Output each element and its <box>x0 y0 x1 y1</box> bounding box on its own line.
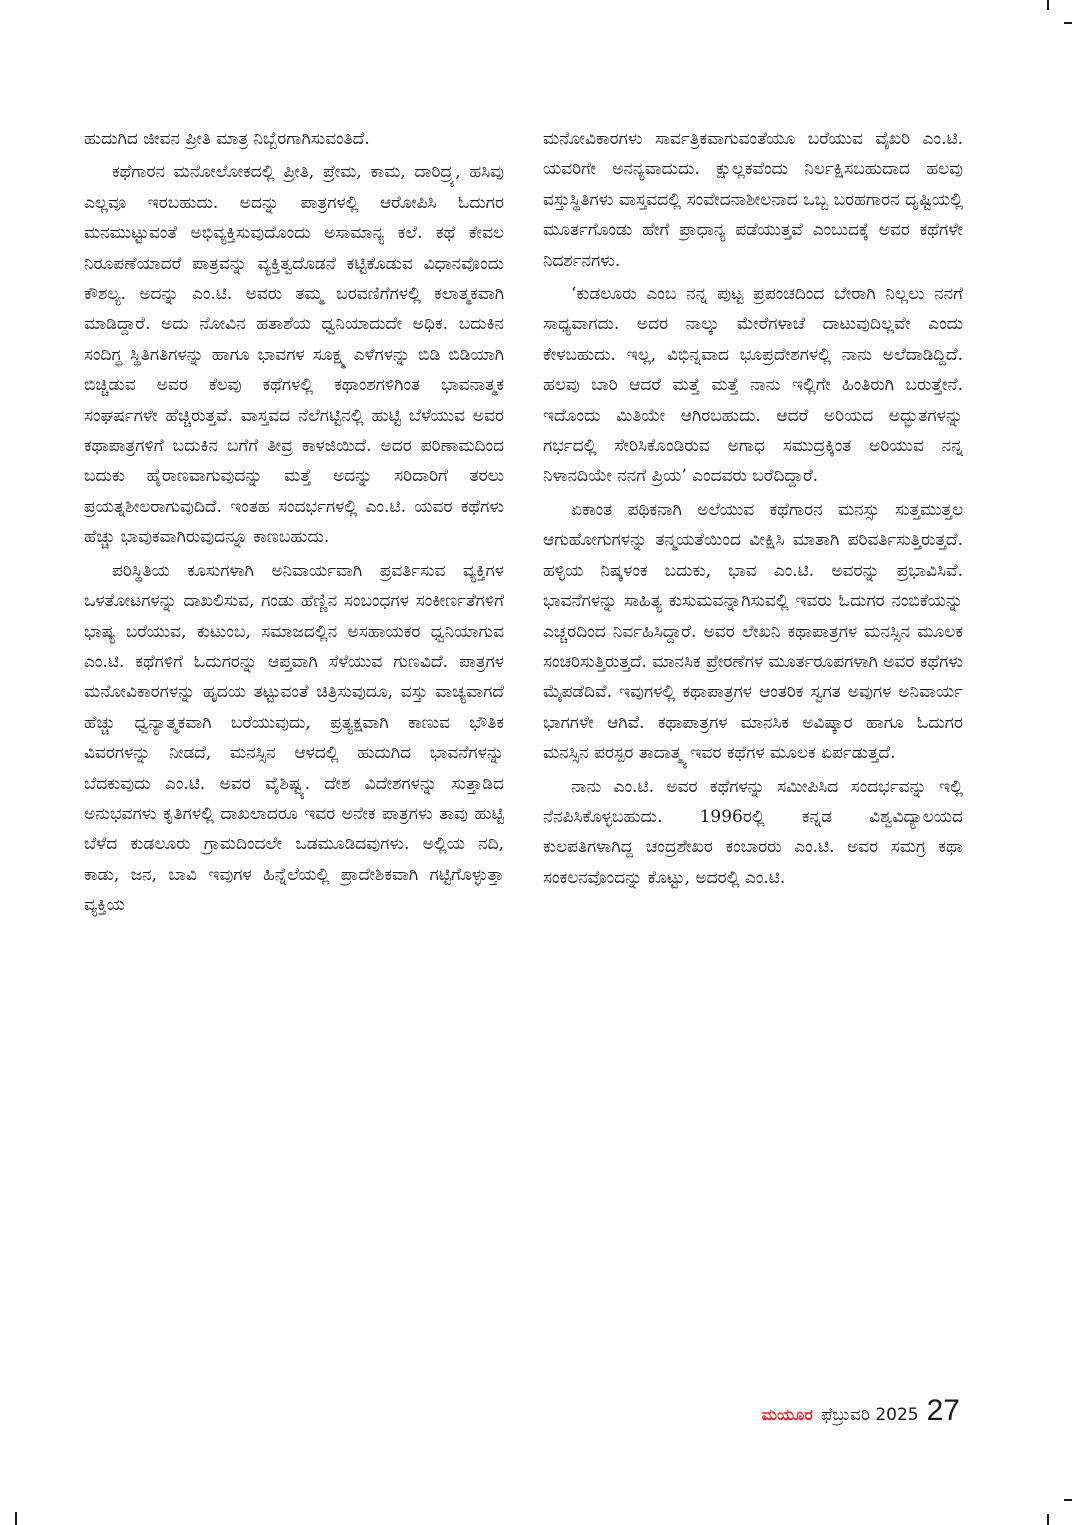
paragraph: ಪರಿಸ್ಥಿತಿಯ ಕೂಸುಗಳಾಗಿ ಅನಿವಾರ್ಯವಾಗಿ ಪ್ರವರ್ತಿಸುವ ವ್ಯಕ್ತಿಗಳ ಒಳತೋಟಗಳನ್ನು ದಾಖಲಿಸುವ, ಗಂಡು ಹೆಣ್ಣಿನ ಸಂಬಂಧಗಳ ಸಂಕೀರ್ಣತೆಗಳಿಗೆ ಭಾಷ್ಯ ಬರೆಯುವ, ಕುಟುಂಬ, ಸಮಾಜದಲ್ಲಿನ ಅಸಹಾಯಕರ ಧ್ವನಿಯಾಗುವ ಎಂ.ಟಿ. ಕಥೆಗಳಿಗೆ ಓದುಗರನ್ನು ಆಪ್ತವಾಗಿ ಸೆಳೆಯುವ ಗುಣವಿದೆ. ಪಾತ್ರಗಳ ಮನೋವಿಕಾರಗಳನ್ನು ಹೃದಯ ತಟ್ಟುವಂತೆ ಚಿತ್ರಿಸುವುದೂ, ವಸ್ತು ವಾಚ್ಯವಾಗದೆ ಹೆಚ್ಚು ಧ್ವನ್ಯಾತ್ಮಕವಾಗಿ ಬರೆಯುವುದು, ಪ್ರತ್ಯಕ್ಷವಾಗಿ ಕಾಣುವ ಭೌತಿಕ ವಿವರಗಳನ್ನು ನೀಡದೆ, ಮನಸ್ಸಿನ ಆಳದಲ್ಲಿ ಹುದುಗಿದ ಭಾವನೆಗಳನ್ನು ಬೆದಕುವುದು ಎಂ.ಟಿ. ಅವರ ವೈಶಿಷ್ಟ್ಯ. ದೇಶ ವಿದೇಶಗಳನ್ನು ಸುತ್ತಾಡಿದ ಅನುಭವಗಳು ಕೃತಿಗಳಲ್ಲಿ ದಾಖಲಾದರೂ ಇವರ ಅನೇಕ ಪಾತ್ರಗಳು ತಾವು ಹುಟ್ಟಿ ಬೆಳೆದ ಕುಡಲೂರು ಗ್ರಾಮದಿಂದಲೇ ಒಡಮೂಡಿದವುಗಳು. ಅಲ್ಲಿಯ ನದಿ, ಕಾಡು, ಜನ, ಬಾವಿ ಇವುಗಳ ಹಿನ್ನೆಲೆಯಲ್ಲಿ ಪ್ರಾದೇಶಿಕವಾಗಿ ಗಟ್ಟಿಗೊಳ್ಳುತ್ತಾ ವ್ಯಕ್ತಿಯ <box>84 560 504 916</box>
paragraph: ಹುದುಗಿದ ಜೀವನ ಪ್ರೀತಿ ಮಾತ್ರ ನಿಬ್ಬೆರಗಾಗಿಸುವಂತಿದೆ. <box>84 129 370 149</box>
page-footer <box>762 1394 960 1428</box>
crop-mark <box>1064 1499 1072 1501</box>
paragraph: ಏಕಾಂತ ಪಥಿಕನಾಗಿ ಅಲೆಯುವ ಕಥೆಗಾರನ ಮನಸ್ಸು ಸುತ್ತಮುತ್ತಲ ಆಗುಹೋಗುಗಳನ್ನು ತನ್ಮಯತೆಯಿಂದ ವೀಕ್ಷಿಸಿ ಮಾತಾಗಿ ಪರಿವರ್ತಿಸುತ್ತಿರುತ್ತದೆ. ಹಳ್ಳಿಯ ನಿಷ್ಕಳಂಕ ಬದುಕು, ಭಾವ ಎಂ.ಟಿ. ಅವರನ್ನು ಪ್ರಭಾವಿಸಿವೆ. ಭಾವನೆಗಳನ್ನು ಸಾಹಿತ್ಯ ಕುಸುಮವನ್ನಾಗಿಸುವಲ್ಲಿ ಇವರು ಓದುಗರ ನಂಬಿಕೆಯನ್ನು ಎಚ್ಚರದಿಂದ ನಿರ್ವಹಿಸಿದ್ದಾರೆ. ಅವರ ಲೇಖನಿ ಕಥಾಪಾತ್ರಗಳ ಮನಸ್ಸಿನ ಮೂಲಕ ಸಂಚರಿಸುತ್ತಿರುತ್ತದೆ. ಮಾನಸಿಕ ಪ್ರೇರಣೆಗಳ ಮೂರ್ತರೂಪಗಳಾಗಿ ಅವರ ಕಥೆಗಳು ಮೈಪಡೆದಿವೆ. ಇವುಗಳಲ್ಲಿ ಕಥಾಪಾತ್ರಗಳ ಆಂತರಿಕ ಸ್ವಗತ ಅವುಗಳ ಅನಿವಾರ್ಯ ಭಾಗಗಳೇ ಆಗಿವೆ. ಕಥಾಪಾತ್ರಗಳ ಮಾನಸಿಕ ಅವಿಷ್ಕಾರ ಹಾಗೂ ಓದುಗರ ಮನಸ್ಸಿನ ಪರಸ್ಪರ ತಾದಾತ್ಮ್ಯ ಇವರ ಕಥೆಗಳ ಮೂಲಕ ಏರ್ಪಡುತ್ತದೆ. <box>543 499 963 764</box>
paragraph: ಮನೋವಿಕಾರಗಳು ಸಾರ್ವತ್ರಿಕವಾಗುವಂತೆಯೂ ಬರೆಯುವ ವೈಖರಿ ಎಂ.ಟಿ. ಯವರಿಗೇ ಅನನ್ಯವಾದುದು. ಕ್ಷುಲ್ಲಕವೆಂದು ನಿರ್ಲಕ್ಷಿಸಬಹುದಾದ ಹಲವು ವಸ್ತುಸ್ಥಿತಿಗಳು ವಾಸ್ತವದಲ್ಲಿ ಸಂವೇದನಾಶೀಲನಾದ ಒಬ್ಬ ಬರಹಗಾರನ ದೃಷ್ಟಿಯಲ್ಲಿ ಮೂರ್ತಗೊಂಡು ಹೇಗೆ ಪ್ರಾಧಾನ್ಯ ಪಡೆಯುತ್ತವೆ ಎಂಬುದಕ್ಕೆ ಅವರ ಕಥೆಗಳೇ ನಿದರ್ಶನಗಳು. <box>543 129 963 271</box>
page-number: 27 <box>926 1394 960 1427</box>
paragraph: ‘ಕುಡಲೂರು ಎಂಬ ನನ್ನ ಪುಟ್ಟ ಪ್ರಪಂಚದಿಂದ ಬೇರಾಗಿ ನಿಲ್ಲಲು ನನಗೆ ಸಾಧ್ಯವಾಗದು. ಅದರ ನಾಲ್ಕು ಮೇರೆಗಳಾಚೆ ದಾಟುವುದಿಲ್ಲವೇ ಎಂದು ಕೇಳಬಹುದು. ಇಲ್ಲ, ವಿಭಿನ್ನವಾದ ಭೂಪ್ರದೇಶಗಳಲ್ಲಿ ನಾನು ಅಲೆದಾಡಿದ್ದಿದೆ. ಹಲವು ಬಾರಿ ಆದರೆ ಮತ್ತೆ ಮತ್ತೆ ನಾನು ಇಲ್ಲಿಗೇ ಹಿಂತಿರುಗಿ ಬರುತ್ತೇನೆ. ಇದೊಂದು ಮಿತಿಯೇ ಆಗಿರಬಹುದು. ಆದರೆ ಅರಿಯದ ಅದ್ಭುತಗಳನ್ನು ಗರ್ಭದಲ್ಲಿ ಸೇರಿಸಿಕೊಂಡಿರುವ ಅಗಾಧ ಸಮುದ್ರಕ್ಕಿಂತ ಅರಿಯುವ ನನ್ನ ನಿಳಾನದಿಯೇ ನನಗೆ ಪ್ರಿಯ’ ಎಂದವರು ಬರೆದಿದ್ದಾರೆ. <box>543 284 963 487</box>
left-text-column <box>84 124 504 924</box>
paragraph: ಕಥೆಗಾರನ ಮನೋಲೋಕದಲ್ಲಿ ಪ್ರೀತಿ, ಪ್ರೇಮ, ಕಾಮ, ದಾರಿದ್ರ್ಯ, ಹಸಿವು ಎಲ್ಲವೂ ಇರಬಹುದು. ಅದನ್ನು ಪಾತ್ರಗಳಲ್ಲಿ ಆರೋಪಿಸಿ ಓದುಗರ ಮನಮುಟ್ಟುವಂತೆ ಅಭಿವ್ಯಕ್ತಿಸುವುದೊಂದು ಅಸಾಮಾನ್ಯ ಕಲೆ. ಕಥೆ ಕೇವಲ ನಿರೂಪಣೆಯಾದರೆ ಪಾತ್ರವನ್ನು ವ್ಯಕ್ತಿತ್ವದೊಡನೆ ಕಟ್ಟಿಕೊಡುವ ವಿಧಾನವೊಂದು ಕೌಶಲ್ಯ. ಅದನ್ನು ಎಂ.ಟಿ. ಅವರು ತಮ್ಮ ಬರವಣಿಗೆಗಳಲ್ಲಿ ಕಲಾತ್ಮಕವಾಗಿ ಮಾಡಿದ್ದಾರೆ. ಅದು ನೋವಿನ ಹತಾಶೆಯ ಧ್ವನಿಯಾದುದೇ ಅಧಿಕ. ಬದುಕಿನ ಸಂದಿಗ್ಧ ಸ್ಥಿತಿಗತಿಗಳನ್ನು ಹಾಗೂ ಭಾವಗಳ ಸೂಕ್ಷ್ಮ ಎಳೆಗಳನ್ನು ಬಿಡಿ ಬಿಡಿಯಾಗಿ ಬಿಚ್ಚಿಡುವ ಅವರ ಕೆಲವು ಕಥೆಗಳಲ್ಲಿ ಕಥಾಂಶಗಳಿಗಿಂತ ಭಾವನಾತ್ಮಕ ಸಂಘರ್ಷಗಳೇ ಹೆಚ್ಚಿರುತ್ತವೆ. ವಾಸ್ತವದ ನೆಲೆಗಟ್ಟಿನಲ್ಲಿ ಹುಟ್ಟಿ ಬೆಳೆಯುವ ಅವರ ಕಥಾಪಾತ್ರಗಳಿಗೆ ಬದುಕಿನ ಬಗೆಗೆ ತೀವ್ರ ಕಾಳಜಿಯಿದೆ. ಅದರ ಪರಿಣಾಮದಿಂದ ಬದುಕು ಹೈರಾಣವಾಗುವುದನ್ನು ಮತ್ತೆ ಅದನ್ನು ಸರಿದಾರಿಗೆ ತರಲು ಪ್ರಯತ್ನಶೀಲರಾಗುವುದಿದೆ. ಇಂತಹ ಸಂದರ್ಭಗಳಲ್ಲಿ ಎಂ.ಟಿ. ಯವರ ಕಥೆಗಳು ಹೆಚ್ಚು ಭಾವುಕವಾಗಿರುವುದನ್ನೂ ಕಾಣಬಹುದು. <box>84 162 504 548</box>
crop-mark <box>1064 22 1072 24</box>
crop-mark <box>15 1512 17 1525</box>
paragraph: ನಾನು ಎಂ.ಟಿ. ಅವರ ಕಥೆಗಳನ್ನು ಸಮೀಪಿಸಿದ ಸಂದರ್ಭವನ್ನು ಇಲ್ಲಿ ನೆನಪಿಸಿಕೊಳ್ಳಬಹುದು. 1996ರಲ್ಲಿ ಕನ್ನಡ ವಿಶ್ವವಿದ್ಯಾಲಯದ ಕುಲಪತಿಗಳಾಗಿದ್ದ ಚಂದ್ರಶೇಖರ ಕಂಬಾರರು ಎಂ.ಟಿ. ಅವರ ಸಮಗ್ರ ಕಥಾ ಸಂಕಲನವೊಂದನ್ನು ಕೊಟ್ಟು, ಅದರಲ್ಲಿ ಎಂ.ಟಿ. <box>543 776 963 888</box>
magazine-name: ಮಯೂರ <box>761 1405 813 1424</box>
right-text-column <box>543 124 963 896</box>
crop-mark <box>1047 1514 1049 1525</box>
crop-mark <box>1047 0 1049 10</box>
issue-date: ಫೆಬ್ರುವರಿ 2025 <box>820 1405 919 1425</box>
